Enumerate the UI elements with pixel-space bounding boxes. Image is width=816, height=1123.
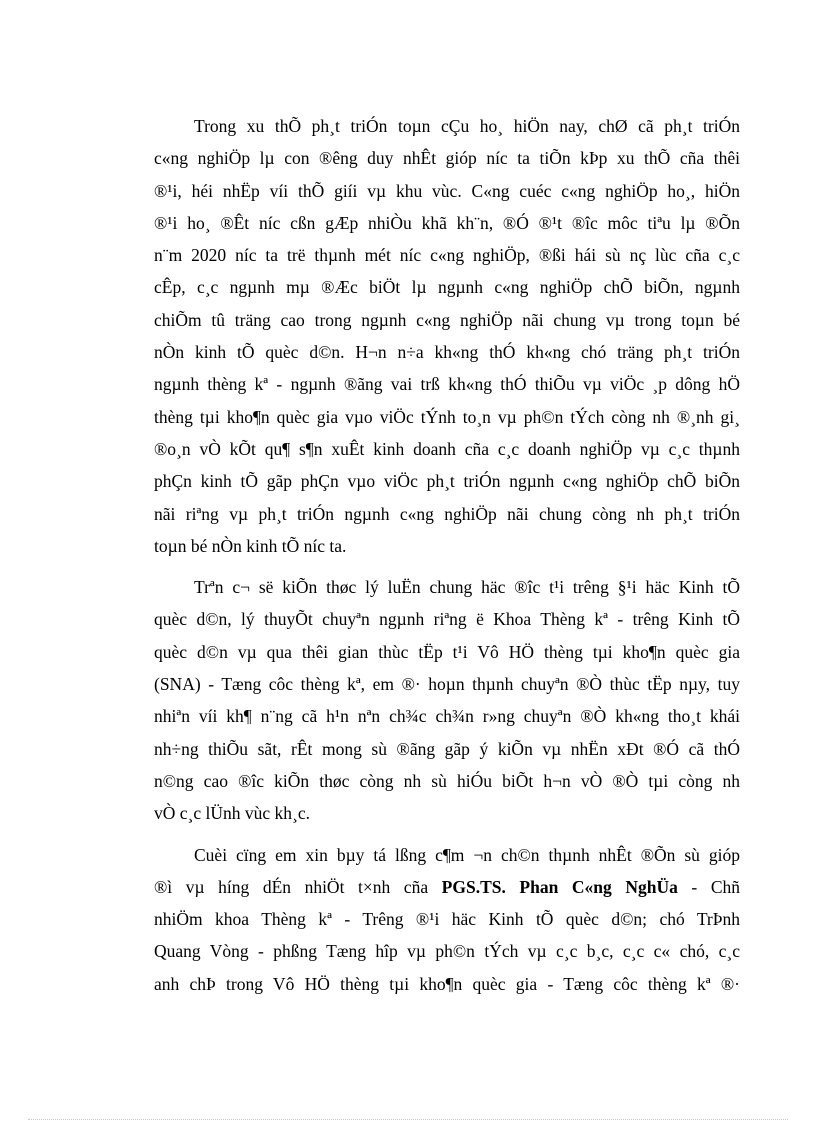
text-line: phÇn kinh tÕ gãp phÇn vµo viÖc ph¸t triÓn ngµnh c«ng nghiÖp chÕ biÕn — [154, 471, 740, 492]
text-line: ®¹i ho¸ ®Êt níc cßn gÆp nhiÒu khã kh¨n, ®Ó ®¹t ®îc môc tiªu lµ ®Õn — [154, 212, 740, 233]
paragraph-1 — [154, 110, 740, 562]
text-line: Quang Vòng - phßng Tæng hîp vµ ph©n tÝch vµ c¸c b¸c, c¸c c« chó, c¸c — [154, 941, 740, 962]
document-body — [154, 110, 740, 1009]
text-line: c«ng nghiÖp lµ con ®êng duy nhÊt gióp níc ta tiÕn kÞp xu thÕ cña thêi — [154, 148, 740, 169]
text-line: nãi riªng vµ ph¸t triÓn ngµnh c«ng nghiÖp nãi chung còng nh ph¸t triÓn — [154, 503, 740, 524]
text-line: ngµnh thèng kª - ngµnh ®ãng vai trß kh«ng thÓ thiÕu vµ viÖc ¸p dông hÖ — [154, 374, 740, 395]
text-line: nhiªn víi kh¶ n¨ng cã h¹n nªn ch¾c ch¾n r»ng chuyªn ®Ò kh«ng tho¸t khái — [154, 706, 740, 727]
text-line: chiÕm tû träng cao trong ngµnh c«ng nghiÖp nãi chung vµ trong toµn bé — [154, 309, 740, 330]
text-line: vÒ c¸c lÜnh vùc kh¸c. — [154, 803, 310, 824]
text-line: anh chÞ trong Vô HÖ thèng tµi kho¶n quèc gia - Tæng côc thèng kª ®· — [154, 973, 740, 994]
text-line: nh÷ng thiÕu sãt, rÊt mong sù ®ãng gãp ý kiÕn vµ nhËn xÐt ®Ó cã thÓ — [154, 738, 740, 759]
text-line-with-bold: ®ì vµ híng dÉn nhiÖt t×nh cña PGS.TS. Phan C«ng NghÜa - Chñ — [154, 876, 740, 897]
text-line: Cuèi cïng em xin bµy tá lßng c¶m ¬n ch©n thµnh nhÊt ®Õn sù gióp — [194, 844, 740, 865]
text-line: Trªn c¬ së kiÕn thøc lý luËn chung häc ®îc t¹i trêng §¹i häc Kinh tÕ — [194, 577, 740, 598]
advisor-name: PGS.TS. Phan C«ng NghÜa — [441, 876, 678, 897]
text-line: cÊp, c¸c ngµnh mµ ®Æc biÖt lµ ngµnh c«ng nghiÖp chÕ biÕn, ngµnh — [154, 277, 740, 298]
text-line: nhiÖm khoa Thèng kª - Trêng ®¹i häc Kinh tÕ quèc d©n; chó TrÞnh — [154, 909, 740, 930]
paragraph-2 — [154, 571, 740, 829]
paragraph-3 — [154, 839, 740, 1000]
page-bottom-rule — [28, 1119, 788, 1120]
text-line: ®¹i, héi nhËp víi thÕ giíi vµ khu vùc. C«ng cuéc c«ng nghiÖp ho¸, hiÖn — [154, 180, 740, 201]
text-line: toµn bé nÒn kinh tÕ níc ta. — [154, 535, 347, 556]
text-line: nÒn kinh tÕ quèc d©n. H¬n n÷a kh«ng thÓ kh«ng chó träng ph¸t triÓn — [154, 342, 740, 363]
text-line: Trong xu thÕ ph¸t triÓn toµn cÇu ho¸ hiÖn nay, chØ cã ph¸t triÓn — [194, 116, 740, 136]
text-line: thèng tµi kho¶n quèc gia vµo viÖc tÝnh to¸n vµ ph©n tÝch còng nh ®¸nh gi¸ — [154, 406, 740, 427]
text-line: (SNA) - Tæng côc thèng kª, em ®· hoµn thµnh chuyªn ®Ò thùc tËp nµy, tuy — [154, 674, 740, 695]
text-line: ®o¸n vÒ kÕt qu¶ s¶n xuÊt kinh doanh cña c¸c doanh nghiÖp vµ c¸c thµnh — [154, 438, 740, 459]
text-line: quèc d©n, lý thuyÕt chuyªn ngµnh riªng ë Khoa Thèng kª - trêng Kinh tÕ — [154, 609, 740, 630]
text-line: n©ng cao ®îc kiÕn thøc còng nh sù hiÓu biÕt h¬n vÒ ®Ò tµi còng nh — [154, 770, 740, 791]
text-line: quèc d©n vµ qua thêi gian thùc tËp t¹i Vô HÖ thèng tµi kho¶n quèc gia — [154, 641, 740, 662]
text-line: n¨m 2020 níc ta trë thµnh mét níc c«ng nghiÖp, ®ßi hái sù nç lùc cña c¸c — [154, 245, 740, 266]
